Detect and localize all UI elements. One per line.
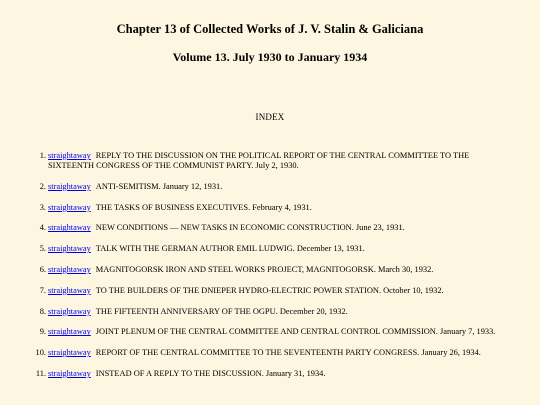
toc-item-1 (0, 151, 540, 171)
toc-item-link[interactable]: straightaway (48, 244, 91, 254)
toc-item-number: 7. (39, 285, 46, 295)
toc-item-text: ANTI-SEMITISM. January 12, 1931. (95, 181, 223, 191)
toc-item-text: NEW CONDITIONS — NEW TASKS IN ECONOMIC CONSTRUCTION. June 23, 1931. (95, 223, 405, 233)
toc-item-text: REPORT OF THE CENTRAL COMMITTEE TO THE SEVENTEENTH PARTY CONGRESS. January 26, 1934. (95, 348, 481, 358)
toc-item-2 (0, 182, 540, 192)
toc-item-text: TALK WITH THE GERMAN AUTHOR EMIL LUDWIG. December 13, 1931. (95, 244, 365, 254)
index-heading: INDEX (255, 112, 285, 122)
page-title: Chapter 13 of Collected Works of J. V. Stalin & Galiciana (116, 22, 424, 36)
toc-item-text: THE FIFTEENTH ANNIVERSARY OF THE OGPU. December 20, 1932. (95, 306, 348, 316)
toc-item-link[interactable]: straightaway (48, 327, 91, 337)
toc-item-3 (0, 203, 540, 213)
toc-item-9 (0, 327, 540, 337)
toc-item-text: INSTEAD OF A REPLY TO THE DISCUSSION. January 31, 1934. (95, 368, 326, 378)
toc-item-link[interactable]: straightaway (48, 181, 91, 191)
toc-item-link[interactable]: straightaway (48, 306, 91, 316)
toc-item-text: REPLY TO THE DISCUSSION ON THE POLITICAL REPORT OF THE CENTRAL COMMITTEE TO THE SIXTEENTH CONGRESS OF THE COMMUNIST PARTY. July 2, 1930. (48, 151, 470, 170)
toc-item-link[interactable]: straightaway (48, 285, 91, 295)
toc-item-number: 2. (39, 181, 46, 191)
toc-item-number: 8. (39, 306, 46, 316)
toc-item-11 (0, 369, 540, 379)
toc-item-number: 6. (39, 264, 46, 274)
toc-item-text: THE TASKS OF BUSINESS EXECUTIVES. February 4, 1931. (95, 202, 312, 212)
toc-item-number: 11. (35, 368, 46, 378)
toc-item-5 (0, 244, 540, 254)
toc-item-number: 4. (39, 223, 46, 233)
toc-item-text: MAGNITOGORSK IRON AND STEEL WORKS PROJECT, MAGNITOGORSK. March 30, 1932. (95, 264, 434, 274)
toc-item-link[interactable]: straightaway (48, 223, 91, 233)
toc-item-number: 5. (39, 244, 46, 254)
toc-item-7 (0, 286, 540, 296)
toc-item-4 (0, 223, 540, 233)
table-of-contents (0, 151, 540, 390)
toc-item-number: 9. (39, 327, 46, 337)
toc-item-number: 1. (39, 151, 46, 160)
toc-item-text: TO THE BUILDERS OF THE DNIEPER HYDRO-ELECTRIC POWER STATION. October 10, 1932. (95, 285, 444, 295)
volume-subtitle: Volume 13. July 1930 to January 1934 (172, 50, 368, 64)
toc-item-text: JOINT PLENUM OF THE CENTRAL COMMITTEE AND CENTRAL CONTROL COMMISSION. January 7, 1933. (95, 327, 496, 337)
toc-item-link[interactable]: straightaway (48, 202, 91, 212)
toc-item-number: 10. (35, 348, 46, 358)
toc-item-link[interactable]: straightaway (48, 368, 91, 378)
toc-item-link[interactable]: straightaway (48, 348, 91, 358)
toc-item-6 (0, 265, 540, 275)
toc-item-8 (0, 307, 540, 317)
toc-item-link[interactable]: straightaway (48, 264, 91, 274)
toc-item-link[interactable]: straightaway (48, 151, 91, 160)
toc-item-10 (0, 348, 540, 358)
toc-item-number: 3. (39, 202, 46, 212)
